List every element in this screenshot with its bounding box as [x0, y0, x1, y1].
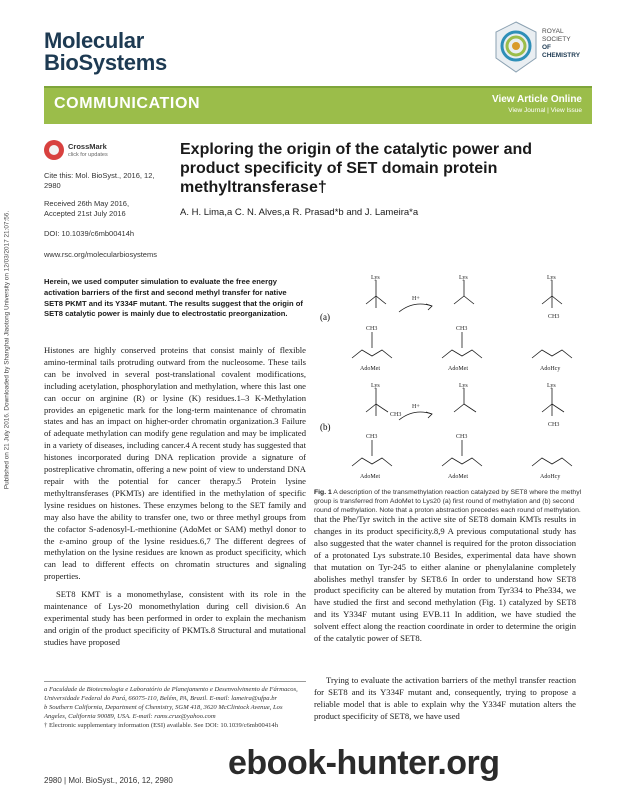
article-type-banner [44, 86, 592, 124]
footnotes [44, 685, 306, 730]
footnote-affiliation-b: b Southern California, Department of Chemistry, SGM 418, 3620 McClintock Avenue, Los Angeles, California 90089, USA. E-mail: rams.crux@yahoo.com [44, 704, 283, 720]
adohcy-label: AdoHcy [540, 474, 561, 480]
lys-label: Lys [371, 383, 380, 389]
journal-title [44, 30, 167, 74]
footnote-rule [44, 681, 306, 682]
view-journal-issue-links[interactable]: View Journal | View Issue [508, 107, 582, 114]
download-note-text: Published on 21 July 2016. Downloaded by Shanghai Jiaotong University on 12/03/2017 21:07:56. [3, 210, 11, 490]
figure-caption [314, 488, 584, 516]
figure-caption-text: A description of the transmethylation reaction catalyzed by SET8 where the methyl group is transferred from AdoMet to Lys20 (a) first round of methylation and (b) second round of methylation. Note that a proton abstraction precedes each round of methylation. [314, 489, 582, 515]
body-paragraph-4: Trying to evaluate the activation barriers of the methyl transfer reaction for SET8 and its Y334F mutant and, consequently, trying to propose a reliable model that is able to explain why the Y334F mutation alters the product specificity of SET8, we have used [314, 675, 576, 721]
row-a-structures [352, 280, 572, 358]
lys-label: Lys [459, 383, 468, 389]
doi[interactable]: DOI: 10.1039/c6mb00414h [44, 229, 135, 238]
methyl-label: CH3 [366, 326, 378, 332]
footnote-affiliation-a: a Faculdade de Biotecnologia e Laboratório de Planejamento e Desenvolvimento de Fármacos, Universidade Federal do Pará, 66075-110, Belém, PA, Brazil. E-mail: lameira@ufpa.br [44, 686, 298, 702]
footnote-esi: † Electronic supplementary information (ESI) available. See DOI: 10.1039/c6mb00414h [44, 722, 279, 729]
body-paragraph-1: Histones are highly conserved proteins that consist mainly of flexible amino-terminal tails protruding outward from the nucleosome. These tails can be involved in several post-translational covalent modifications, including acetylation, phosphorylation and methylation, where this last one can occur on arginine (R) or lysine (K) residues.1–3 K-Methylation provides an epigenetic mark for the long-term maintenance of chromatin states and has an impact on higher-order chromatin organization.3 Failure of adequate methylation can modify gene regulation and may be implicated in a variety of diseases, including cancer.4 A recent study has suggested that histones incorporated during DNA replication provide a signature of postreplicative chromatin, offering a new point of view to understand DNA repair with the potential for cancer therapy.5 Protein lysine methyltransferases (PKMTs) are identified in the methylation of specific lysine residues on histones. These enzymes belong to the SET family and may also have the ability to transfer one, two or three methyl groups from the cofactor S-adenosyl-L-methionine (AdoMet or SAM) methyl donor to the ε-amino group of the lysine residues.6,7 The different degrees of methylation on the lysine residues are known as product specificity, which can lead to different effects on chromatin structures and signaling properties. [44, 345, 306, 582]
methyl-label: CH3 [366, 434, 378, 440]
adohcy-label: AdoHcy [540, 366, 561, 372]
journal-url[interactable]: www.rsc.org/molecularbiosystems [44, 250, 157, 259]
article-type: COMMUNICATION [54, 95, 201, 112]
methylation-scheme [314, 270, 588, 480]
rsc-name [542, 28, 588, 60]
crossmark-label: CrossMark [68, 142, 107, 151]
lys-label: Lys [459, 275, 468, 281]
figure-label-a: (a) [320, 312, 330, 322]
adomet-label: AdoMet [360, 366, 380, 372]
article-title: Exploring the origin of the catalytic power and product specificity of SET domain protein methyltransferase† [180, 141, 533, 196]
proton-label: H+ [412, 404, 420, 410]
row-b-structures [352, 388, 572, 466]
accepted-date: Accepted 21st July 2016 [44, 209, 126, 218]
methyl-label: CH3 [456, 434, 468, 440]
crossmark-sub: click for updates [68, 152, 108, 158]
adomet-label: AdoMet [360, 474, 380, 480]
methyl-label: CH3 [390, 412, 402, 418]
watermark: ebook-hunter.org [228, 744, 500, 782]
rsc-logo [490, 18, 588, 86]
methyl-label: CH3 [548, 314, 560, 320]
crossmark-icon [44, 140, 64, 160]
view-article-online-link[interactable]: View Article Online [491, 94, 582, 105]
lys-label: Lys [547, 383, 556, 389]
rsc-name-line2: OF CHEMISTRY [542, 44, 581, 59]
body-paragraph-3: that the Phe/Tyr switch in the active site of SET8 domain KMTs results in changes in its product specificity.8,9 A previous computational study has also suggested that the water channel is required for the proton dissociation of a protonated Lys substrate.10 Besides, experimental data have shown that mutation on Tyr-245 to either alanine or phenylalanine completely abolishes methyl transfer by SET8.6 In order to understand how SET8 product specificity can be altered by mutation from Tyr334 to Phe334, we have studied the first and second methylation (Fig. 1) catalyzed by SET8 and its Y334F mutant using EVB.11 In addition, we have studied the solvent effect along the reaction coordinate in order to determine the origin of the catalytic power of SET8. [314, 514, 576, 644]
author-list: A. H. Lima,a C. N. Alves,a R. Prasad*b and J. Lameira*a [180, 207, 419, 218]
proton-label: H+ [412, 296, 420, 302]
body-paragraph-2: SET8 KMT is a monomethylase, consistent with its role in the maintenance of Lys-20 monomethylation during cell division.6 An experimental study has been performed in order to explain the mechanism and origin of the product specificity of PKMTs.8 Structural and mutational studies have proposed [44, 589, 306, 647]
received-date: Received 26th May 2016, [44, 199, 130, 208]
crossmark-button[interactable] [44, 140, 154, 162]
figure-label-b: (b) [320, 422, 331, 432]
methyl-label: CH3 [456, 326, 468, 332]
abstract: Herein, we used computer simulation to evaluate the free energy activation barriers of the first and second methyl transfer for native SET8 PKMT and its Y334F mutant. The results suggest that the origin of SET8 catalytic power is mainly due to electrostatic preorganization. [44, 277, 303, 319]
rsc-name-line1: ROYAL SOCIETY [542, 28, 571, 43]
lys-label: Lys [547, 275, 556, 281]
methyl-label: CH3 [548, 422, 560, 428]
figure-caption-label: Fig. 1 [314, 489, 332, 496]
journal-title-line1: Molecular [44, 28, 144, 53]
adomet-label: AdoMet [448, 366, 468, 372]
download-note [0, 160, 14, 540]
lys-label: Lys [371, 275, 380, 281]
citation: Cite this: Mol. BioSyst., 2016, 12, 2980 [44, 171, 155, 190]
adomet-label: AdoMet [448, 474, 468, 480]
page-footer: 2980 | Mol. BioSyst., 2016, 12, 2980 [44, 776, 173, 785]
journal-title-line2: BioSystems [44, 50, 167, 75]
view-online-box [492, 94, 582, 114]
figure-1 [314, 270, 588, 480]
rsc-crest-icon [490, 18, 542, 78]
